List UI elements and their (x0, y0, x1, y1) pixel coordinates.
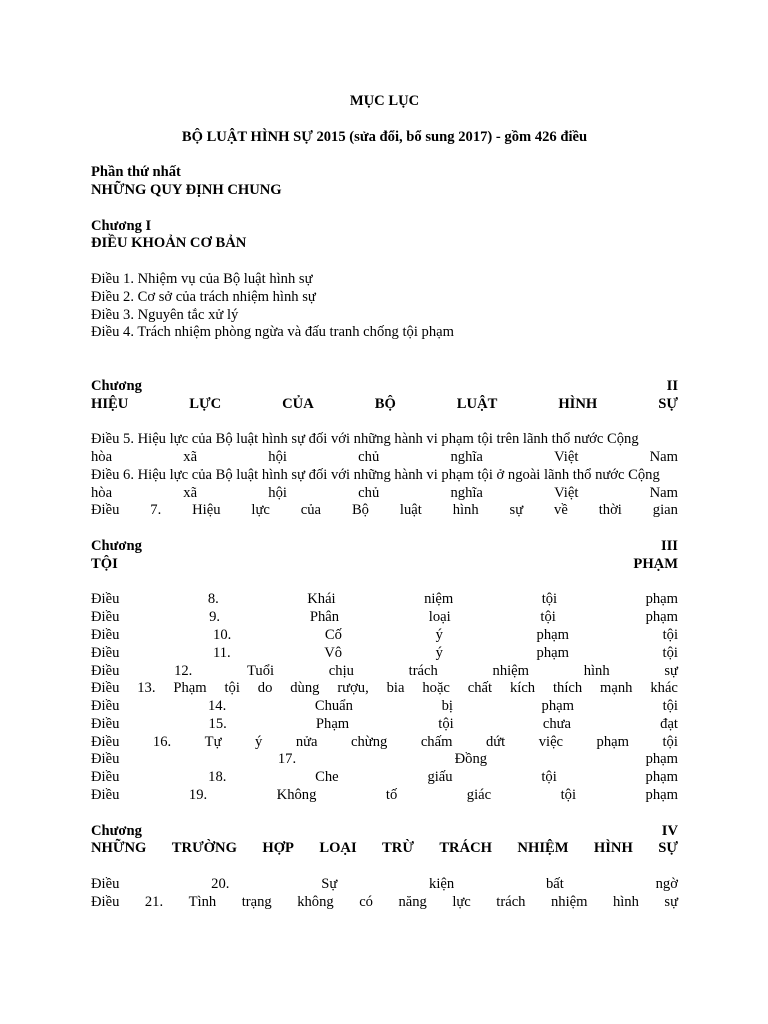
chapter-3-article-row (91, 751, 678, 769)
part-label: Phần thứ nhất (91, 164, 181, 181)
word: hòa (91, 484, 113, 501)
word: Tình (188, 893, 217, 910)
chapter-3-article-row (91, 734, 678, 752)
chapter-1-label: Chương I (91, 217, 152, 234)
word: Điều (91, 698, 120, 715)
word: xã (183, 448, 198, 465)
word: Nam (649, 484, 678, 501)
chapter-2-name (91, 396, 678, 414)
word: 17. (277, 751, 297, 768)
chapter-3-name (91, 556, 678, 574)
chapter-2-label (91, 378, 678, 396)
word: Khái (307, 591, 336, 608)
word: tội (541, 769, 557, 786)
word: HIỆU (91, 395, 129, 412)
word: 18. (208, 769, 227, 786)
word: tội (662, 733, 678, 750)
word: dứt (485, 733, 506, 750)
word: CỦA (282, 395, 314, 412)
word: nửa (295, 733, 318, 750)
word: TỘI (91, 555, 118, 572)
word: NHIỆM (517, 840, 569, 857)
chapter-3-article-row (91, 680, 678, 698)
word: Đồng (454, 751, 488, 768)
word: phạm (541, 698, 574, 715)
word: TRƯỜNG (171, 840, 237, 857)
chapter-3-article-row (91, 698, 678, 716)
chapter-4-article-list (91, 876, 678, 912)
article-7 (91, 502, 678, 520)
word: ý (435, 644, 443, 661)
word: tội (662, 698, 678, 715)
word: phạm (645, 787, 678, 804)
word: Hiệu (192, 502, 221, 519)
word: 19. (188, 787, 208, 804)
word: Điều (91, 751, 120, 768)
word: chừng (351, 733, 388, 750)
word: lực (251, 502, 270, 519)
word: bị (441, 698, 453, 715)
word: HÌNH (558, 395, 598, 412)
chapter-4-article-row (91, 894, 678, 912)
word: hoặc (422, 680, 450, 697)
word: chịu (328, 662, 354, 679)
article-3: Điều 3. Nguyên tắc xử lý (91, 306, 239, 323)
word: giác (466, 787, 492, 804)
word: phạm (536, 626, 569, 643)
word: phạm (645, 591, 678, 608)
word: thời (598, 502, 622, 519)
document-subtitle: BỘ LUẬT HÌNH SỰ 2015 (sửa đổi, bổ sung 2017) - gồm 426 điều (181, 128, 588, 145)
word: hình (612, 893, 639, 910)
word: HÌNH (593, 840, 633, 857)
word: trách (496, 893, 526, 910)
word: hình (452, 502, 479, 519)
word: chủ (358, 448, 380, 465)
word: hội (268, 448, 287, 465)
word: 20. (211, 876, 230, 893)
chapter-3-article-row (91, 663, 678, 681)
word: loại (428, 609, 451, 626)
word: trạng (241, 893, 272, 910)
word: nghĩa (450, 448, 483, 465)
word: Điều (91, 715, 120, 732)
chapter-3-article-row (91, 609, 678, 627)
word: LOẠI (319, 840, 357, 857)
word: ý (255, 733, 263, 750)
word: tội (540, 609, 556, 626)
chapter-3-article-row (91, 769, 678, 787)
chapter-3-article-row (91, 627, 678, 645)
chapter-4-label (91, 823, 678, 841)
word: giấu (427, 769, 453, 786)
word: 10. (213, 626, 232, 643)
chapter-3-article-list (91, 591, 678, 805)
word: sự (664, 662, 678, 679)
word: Điều (91, 626, 120, 643)
word: rượu, (337, 680, 369, 697)
article-5-line-1: Điều 5. Hiệu lực của Bộ luật hình sự đối với những hành vi phạm tội trên lãnh thổ nước Cộng (91, 431, 639, 448)
word: phạm (596, 733, 629, 750)
chapter-3-article-row (91, 787, 678, 805)
chapter-3-article-row (91, 716, 678, 734)
word: phạm (536, 644, 569, 661)
word: tội (560, 787, 577, 804)
word: tố (385, 787, 398, 804)
word: NHỮNG (91, 840, 147, 857)
word: ý (435, 626, 443, 643)
word: phạm (645, 609, 678, 626)
word: 15. (208, 715, 227, 732)
article-6-line-1: Điều 6. Hiệu lực của Bộ luật hình sự đối với những hành vi phạm tội ở ngoài lãnh thổ nước Cộng (91, 466, 660, 483)
word: Chương (91, 537, 142, 554)
word: Không (276, 787, 317, 804)
toc-title: MỤC LỤC (349, 93, 420, 109)
word: 7. (150, 502, 162, 519)
chapter-3-label (91, 538, 678, 556)
word: kích (509, 680, 536, 697)
word: tội (541, 591, 558, 608)
word: sự (664, 893, 678, 910)
word: Điều (91, 502, 120, 519)
word: mạnh (600, 680, 633, 697)
word: SỰ (658, 395, 678, 412)
article-4: Điều 4. Trách nhiệm phòng ngừa và đấu tranh chống tội phạm (91, 324, 454, 341)
word: Bộ (351, 502, 369, 519)
word: khác (650, 680, 678, 697)
word: Tuổi (247, 662, 275, 679)
word: trách (408, 662, 438, 679)
word: sự (509, 502, 524, 519)
word: II (666, 377, 678, 394)
word: III (660, 537, 678, 554)
word: Điều (91, 893, 120, 910)
word: Điều (91, 609, 120, 626)
word: Điều (91, 733, 120, 750)
word: phạm (645, 751, 678, 768)
word: Nam (649, 448, 678, 465)
article-5-line-2 (91, 449, 678, 467)
word: tội (224, 680, 240, 697)
word: bất (545, 876, 564, 893)
word: Phân (309, 609, 340, 626)
word: tội (662, 644, 678, 661)
word: thích (552, 680, 583, 697)
word: về (554, 502, 568, 519)
word: đạt (660, 715, 678, 732)
word: của (300, 502, 322, 519)
word: chất (467, 680, 493, 697)
word: Điều (91, 787, 120, 804)
word: Điều (91, 591, 120, 608)
word: TRÁCH (439, 840, 493, 857)
word: kiện (429, 876, 455, 893)
word: do (257, 680, 273, 697)
word: Sự (321, 876, 338, 893)
word: Điều (91, 680, 120, 697)
word: không (297, 893, 334, 910)
word: Điều (91, 644, 120, 661)
word: chưa (542, 715, 572, 732)
word: dùng (290, 680, 320, 697)
word: Chương (91, 822, 142, 839)
word: hội (268, 484, 287, 501)
word: Phạm (173, 680, 207, 697)
word: HỢP (262, 840, 294, 857)
word: PHẠM (633, 555, 678, 572)
chapter-1-name: ĐIỀU KHOẢN CƠ BẢN (91, 235, 247, 252)
word: 11. (212, 644, 231, 661)
word: có (359, 893, 373, 910)
document-page (91, 0, 678, 912)
word: Điều (91, 662, 120, 679)
word: 12. (174, 662, 193, 679)
article-2: Điều 2. Cơ sở của trách nhiệm hình sự (91, 288, 316, 305)
word: luật (399, 502, 422, 519)
word: Điều (91, 876, 120, 893)
part-name: NHỮNG QUY ĐỊNH CHUNG (91, 181, 282, 198)
word: Vô (324, 644, 343, 661)
word: chấm (420, 733, 453, 750)
word: Che (315, 769, 339, 786)
word: 13. (137, 680, 156, 697)
word: gian (652, 502, 678, 519)
word: 21. (144, 893, 164, 910)
word: hình (583, 662, 610, 679)
word: ngờ (655, 876, 678, 893)
word: chủ (358, 484, 380, 501)
word: IV (661, 822, 678, 839)
word: tội (662, 626, 678, 643)
word: lực (452, 893, 471, 910)
word: Điều (91, 769, 120, 786)
word: tội (438, 715, 454, 732)
word: Việt (554, 484, 579, 501)
chapter-4-article-row (91, 876, 678, 894)
word: 14. (207, 698, 227, 715)
word: Tự (204, 733, 222, 750)
word: Chuẩn (314, 698, 353, 715)
word: SỰ (658, 840, 678, 857)
word: TRỪ (382, 840, 414, 857)
word: năng (398, 893, 427, 910)
word: bia (386, 680, 405, 697)
word: nhiệm (492, 662, 529, 679)
word: niệm (424, 591, 454, 608)
chapter-3-article-row (91, 645, 678, 663)
word: Chương (91, 377, 142, 394)
word: 9. (209, 609, 221, 626)
word: Cố (324, 626, 342, 643)
word: Phạm (315, 715, 350, 732)
word: LỰC (189, 395, 222, 412)
word: việc (538, 733, 564, 750)
word: LUẬT (456, 395, 498, 412)
word: xã (183, 484, 198, 501)
word: Việt (554, 448, 579, 465)
word: phạm (645, 769, 678, 786)
chapter-3-article-row (91, 591, 678, 609)
word: nghĩa (450, 484, 483, 501)
word: 8. (207, 591, 219, 608)
chapter-4-name (91, 840, 678, 858)
word: nhiệm (550, 893, 588, 910)
article-6-line-2 (91, 485, 678, 503)
article-1: Điều 1. Nhiệm vụ của Bộ luật hình sự (91, 270, 313, 287)
word: hòa (91, 448, 113, 465)
word: BỘ (374, 395, 396, 412)
word: 16. (152, 733, 172, 750)
